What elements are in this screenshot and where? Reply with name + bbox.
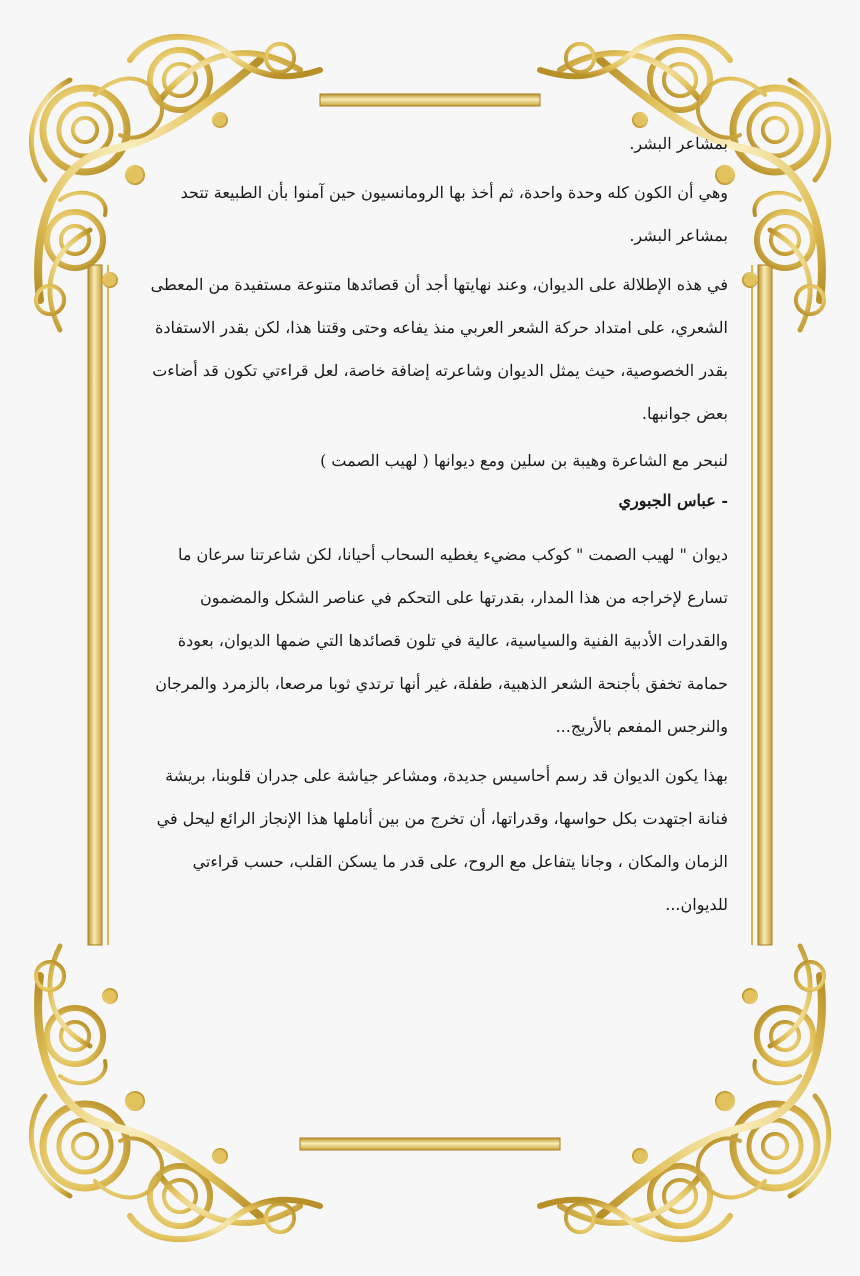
author-name: - عباس الجبوري <box>618 491 728 510</box>
paragraph-3: ديوان " لهيب الصمت " كوكب مضيء يغطيه السحاب أحيانا، لكن شاعرتنا سرعان ما تسارع لإخراجه من هذا المدار، بقدرتها على التحكم في عناصر الشكل والمضمون والقدرات الأدبية الفنية والسياسية، عالية في تلون قصائدها التي ضمها الديوان، بعودة حمامة تخفق بأجنحة الشعر الذهبية، طفلة، غير أنها ترتدي ثوبا مرصعا، بالزمرد والمرجان والنرجس المفعم بالأريج... <box>155 545 728 736</box>
paragraph-4: بهذا يكون الديوان قد رسم أحاسيس جديدة، ومشاعر جياشة على جدران قلوبنا، بريشة فنانة اجتهدت بكل حواسها، وقدراتها، أن تخرج من بين أناملها هذا الإنجاز الرائع ليحل في الزمان والمكان ، وجانا يتفاعل مع الروح، على قدر ما يسكن القلب، حسب قراءتي للديوان... <box>156 766 728 914</box>
document-body <box>150 122 728 926</box>
invitation-line: لنبحر مع الشاعرة وهيبة بن سلين ومع ديوانها ( لهيب الصمت ) <box>320 451 728 470</box>
corner-ornament-bottom-left <box>31 946 320 1239</box>
top-fragment: بمشاعر البشر. <box>629 134 728 153</box>
paragraph-1: وهي أن الكون كله وحدة واحدة، ثم أخذ بها الرومانسيون حين آمنوا بأن الطبيعة تتحد بمشاعر البشر. <box>180 183 728 245</box>
corner-ornament-bottom-right <box>540 946 829 1239</box>
paragraph-2: في هذه الإطلالة على الديوان، وعند نهايتها أجد أن قصائدها متنوعة مستفيدة من المعطى الشعري، على امتداد حركة الشعر العربي منذ يفاعه وحتى وقتنا هذا، لكن بقدر الاستفادة بقدر الخصوصية، حيث يمثل الديوان وشاعرته إضافة خاصة، لعل قراءتي تكون قد أضاءت بعض جوانبها. <box>150 275 728 423</box>
